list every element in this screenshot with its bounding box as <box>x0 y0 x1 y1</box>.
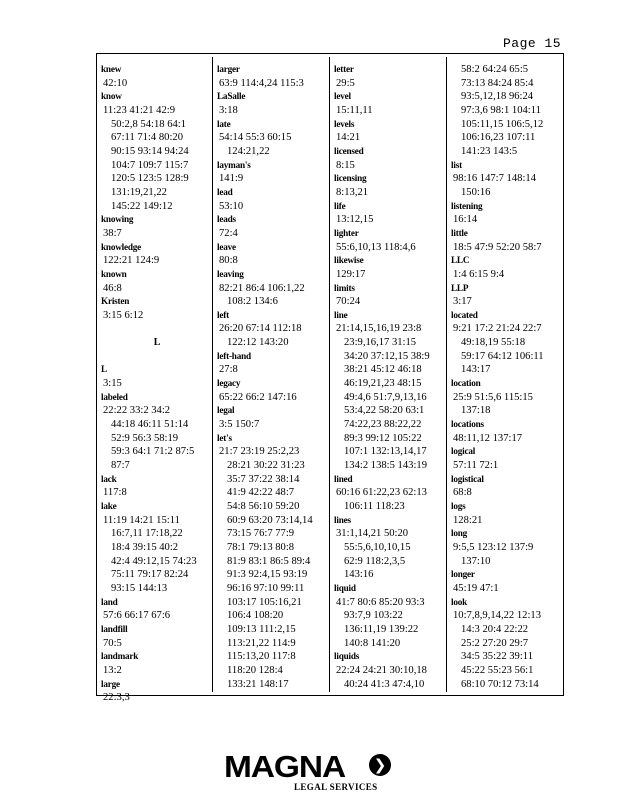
page-line-refs: 93:7,9 103:22 <box>344 610 403 622</box>
index-term: licensed <box>334 145 364 156</box>
index-term: listening <box>451 200 483 211</box>
index-term: lined <box>334 473 353 484</box>
page-line-refs: 59:17 64:12 106:11 <box>461 350 544 362</box>
page-line-refs: 14:21 <box>336 132 361 144</box>
page-line-refs: 53:10 <box>219 200 244 212</box>
page-line-refs: 14:3 20:4 22:22 <box>461 623 529 635</box>
page-line-refs: 3:18 <box>219 104 238 116</box>
index-term: known <box>101 268 127 279</box>
page-line-refs: 28:21 30:22 31:23 <box>227 460 305 472</box>
page-line-refs: 122:12 143:20 <box>227 337 289 349</box>
page-line-refs: 98:16 147:7 148:14 <box>453 173 536 185</box>
index-term: landmark <box>101 651 139 662</box>
page-line-refs: 82:21 86:4 106:1,22 <box>219 282 305 294</box>
page-line-refs: 3:15 6:12 <box>103 309 144 321</box>
index-term: liquids <box>334 651 360 662</box>
page-line-refs: 137:18 <box>461 405 491 417</box>
page-line-refs: 44:18 46:11 51:14 <box>111 419 189 431</box>
page-line-refs: 1:4 6:15 9:4 <box>453 268 505 280</box>
page-line-refs: 105:11,15 106:5,12 <box>461 118 544 130</box>
index-column-3 <box>334 63 446 691</box>
page-line-refs: 41:7 80:6 85:20 93:3 <box>336 596 425 608</box>
index-term: L <box>101 364 107 375</box>
page-line-refs: 73:15 76:7 77:9 <box>227 528 295 540</box>
page-line-refs: 21:7 23:19 25:2,23 <box>219 446 300 458</box>
page-line-refs: 93:5,12,18 96:24 <box>461 91 534 103</box>
page-line-refs: 87:7 <box>111 460 130 471</box>
index-term: location <box>451 378 481 389</box>
logo-wordmark: MAGNA <box>224 749 346 784</box>
column-divider <box>329 57 330 692</box>
page-line-refs: 141:9 <box>219 173 244 185</box>
page-line-refs: 108:2 134:6 <box>227 296 278 308</box>
page-line-refs: 22:3,3 <box>103 692 130 704</box>
page-line-refs: 57:11 72:1 <box>453 460 499 472</box>
page-line-refs: 54:8 56:10 59:20 <box>227 501 300 512</box>
page-line-refs: 15:11,11 <box>336 104 373 116</box>
page-line-refs: 55:6,10,13 118:4,6 <box>336 241 416 253</box>
page-line-refs: 60:16 61:22,23 62:13 <box>336 487 427 499</box>
index-term: limits <box>334 282 355 293</box>
index-term: lead <box>217 186 233 197</box>
page-line-refs: 93:15 144:13 <box>111 582 168 594</box>
page-line-refs: 131:19,21,22 <box>111 186 167 198</box>
page-line-refs: 9:5,5 123:12 137:9 <box>453 541 534 553</box>
page-line-refs: 62:9 118:2,3,5 <box>344 555 406 567</box>
page-line-refs: 23:9,16,17 31:15 <box>344 337 417 349</box>
index-term: LaSalle <box>217 91 246 102</box>
page-line-refs: 34:5 35:22 39:11 <box>461 651 533 663</box>
index-term: legacy <box>217 378 241 389</box>
page-line-refs: 13:2 <box>103 664 122 676</box>
index-column-4 <box>451 63 563 691</box>
page-line-refs: 29:5 <box>336 77 355 89</box>
logo-arrow-icon: ❯ <box>369 754 391 776</box>
index-term: landfill <box>101 623 128 634</box>
index-term: lighter <box>334 227 359 238</box>
index-term: longer <box>451 569 475 580</box>
index-term: letter <box>334 64 354 74</box>
page-line-refs: 3:5 150:7 <box>219 419 260 431</box>
page-line-refs: 113:21,22 114:9 <box>227 637 296 649</box>
page-line-refs: 96:16 97:10 99:11 <box>227 582 305 594</box>
page-line-refs: 48:11,12 137:17 <box>453 432 523 444</box>
page-line-refs: 27:8 <box>219 364 238 376</box>
index-term: knew <box>101 64 122 74</box>
index-term: liquid <box>334 582 356 593</box>
page-line-refs: 67:11 71:4 80:20 <box>111 132 183 144</box>
index-term: LLP <box>451 282 469 293</box>
index-term: labeled <box>101 391 128 402</box>
index-column-2 <box>217 63 329 691</box>
index-term: level <box>334 91 351 102</box>
page-line-refs: 22:22 33:2 34:2 <box>103 405 171 417</box>
index-term: logistical <box>451 473 484 484</box>
page-line-refs: 18:5 47:9 52:20 58:7 <box>453 241 542 253</box>
page-line-refs: 59:3 64:1 71:2 87:5 <box>111 446 195 458</box>
index-term: layman's <box>217 159 251 170</box>
index-term: little <box>451 227 468 238</box>
page-line-refs: 136:11,19 139:22 <box>344 623 419 635</box>
page-line-refs: 75:11 79:17 82:24 <box>111 569 189 581</box>
page-line-refs: 41:9 42:22 48:7 <box>227 487 295 499</box>
page-line-refs: 45:19 47:1 <box>453 582 499 594</box>
magna-logo <box>224 749 396 793</box>
spacer <box>101 350 213 364</box>
page-line-refs: 34:20 37:12,15 38:9 <box>344 350 430 362</box>
page-line-refs: 73:13 84:24 85:4 <box>461 77 534 89</box>
page-line-refs: 106:11 118:23 <box>344 501 405 512</box>
page-line-refs: 31:1,14,21 50:20 <box>336 528 409 540</box>
logo-subtitle: LEGAL SERVICES <box>294 782 378 792</box>
index-term: left <box>217 309 229 320</box>
page-line-refs: 18:4 39:15 40:2 <box>111 541 179 553</box>
index-term: line <box>334 309 348 320</box>
index-term: list <box>451 159 462 170</box>
page-line-refs: 11:23 41:21 42:9 <box>103 104 175 116</box>
index-term: large <box>101 678 120 689</box>
page-line-refs: 49:4,6 51:7,9,13,16 <box>344 391 427 403</box>
page-line-refs: 120:5 123:5 128:9 <box>111 173 189 185</box>
page-line-refs: 21:14,15,16,19 23:8 <box>336 323 422 335</box>
index-term: levels <box>334 118 355 129</box>
page-line-refs: 104:7 109:7 115:7 <box>111 159 189 171</box>
index-term: knowledge <box>101 241 142 252</box>
index-term: LLC <box>451 255 470 266</box>
page-line-refs: 68:8 <box>453 487 472 499</box>
index-term: logical <box>451 446 476 457</box>
page-line-refs: 42:4 49:12,15 74:23 <box>111 555 197 567</box>
page-line-refs: 16:14 <box>453 214 478 226</box>
page-line-refs: 42:10 <box>103 77 128 89</box>
page-line-refs: 143:16 <box>344 569 374 581</box>
page-line-refs: 117:8 <box>103 487 127 499</box>
page-line-refs: 65:22 66:2 147:16 <box>219 391 297 403</box>
page-line-refs: 40:24 41:3 47:4,10 <box>344 678 425 690</box>
index-term: logs <box>451 501 466 511</box>
page-line-refs: 106:16,23 107:11 <box>461 132 536 144</box>
page-line-refs: 10:7,8,9,14,22 12:13 <box>453 610 541 622</box>
page-line-refs: 115:13,20 117:8 <box>227 651 296 663</box>
index-term: lake <box>101 500 117 511</box>
page-line-refs: 141:23 143:5 <box>461 145 518 157</box>
page-line-refs: 89:3 99:12 105:22 <box>344 432 422 444</box>
page-line-refs: 143:17 <box>461 364 491 376</box>
index-term: locations <box>451 419 484 430</box>
page-line-refs: 25:2 27:20 29:7 <box>461 637 529 649</box>
index-term: leaving <box>217 268 244 279</box>
page-line-refs: 129:17 <box>336 268 366 280</box>
page-line-refs: 22:24 24:21 30:10,18 <box>336 664 427 676</box>
page-line-refs: 38:21 45:12 46:18 <box>344 364 422 376</box>
index-term: legal <box>217 405 235 416</box>
column-divider <box>446 57 447 692</box>
page-line-refs: 134:2 138:5 143:19 <box>344 460 427 472</box>
page-line-refs: 78:1 79:13 80:8 <box>227 541 295 553</box>
index-column-1 <box>101 63 213 705</box>
page-line-refs: 38:7 <box>103 227 122 239</box>
index-term: know <box>101 91 122 102</box>
page-line-refs: 16:7,11 17:18,22 <box>111 528 183 540</box>
page-line-refs: 97:3,6 98:1 104:11 <box>461 104 541 116</box>
page-line-refs: 68:10 70:12 73:14 <box>461 678 539 690</box>
index-term: leads <box>217 214 236 225</box>
page-line-refs: 25:9 51:5,6 115:15 <box>453 391 533 403</box>
index-term: likewise <box>334 255 364 266</box>
page-line-refs: 122:21 124:9 <box>103 255 160 267</box>
page-line-refs: 52:9 56:3 58:19 <box>111 432 179 444</box>
page-line-refs: 8:13,21 <box>336 186 369 198</box>
page-line-refs: 80:8 <box>219 255 238 267</box>
page-line-refs: 53:4,22 58:20 63:1 <box>344 405 425 417</box>
page-line-refs: 3:15 <box>103 378 122 390</box>
page-line-refs: 118:20 128:4 <box>227 664 283 676</box>
index-term: land <box>101 596 118 607</box>
page-line-refs: 9:21 17:2 21:24 22:7 <box>453 323 542 335</box>
page-line-refs: 74:22,23 88:22,22 <box>344 419 422 431</box>
index-term: long <box>451 528 468 539</box>
index-term: life <box>334 200 346 211</box>
page-line-refs: 140:8 141:20 <box>344 637 401 649</box>
page-line-refs: 109:13 111:2,15 <box>227 623 296 635</box>
page-line-refs: 57:6 66:17 67:6 <box>103 610 171 622</box>
page-line-refs: 150:16 <box>461 186 491 198</box>
page-line-refs: 81:9 83:1 86:5 89:4 <box>227 555 311 567</box>
page-line-refs: 8:15 <box>336 159 355 171</box>
page-line-refs: 55:5,6,10,10,15 <box>344 541 411 553</box>
index-term: lines <box>334 514 351 525</box>
page-line-refs: 90:15 93:14 94:24 <box>111 145 189 157</box>
page-line-refs: 128:21 <box>453 514 483 526</box>
page-line-refs: 46:19,21,23 48:15 <box>344 378 422 390</box>
page-line-refs: 91:3 92:4,15 93:19 <box>227 569 308 581</box>
page-line-refs: 133:21 148:17 <box>227 678 289 690</box>
page-line-refs: 35:7 37:22 38:14 <box>227 473 300 485</box>
index-term: let's <box>217 432 232 443</box>
page-line-refs: 63:9 114:4,24 115:3 <box>219 77 304 89</box>
page-line-refs: 145:22 149:12 <box>111 200 173 212</box>
page-line-refs: 13:12,15 <box>336 214 374 226</box>
page-line-refs: 50:2,8 54:18 64:1 <box>111 118 187 130</box>
page-line-refs: 49:18,19 55:18 <box>461 337 526 349</box>
page-line-refs: 106:4 108:20 <box>227 610 284 622</box>
page-line-refs: 70:24 <box>336 296 361 308</box>
page-line-refs: 58:2 64:24 65:5 <box>461 64 529 75</box>
page-line-refs: 103:17 105:16,21 <box>227 596 302 608</box>
page-line-refs: 54:14 55:3 60:15 <box>219 132 292 144</box>
index-term: leave <box>217 241 236 252</box>
page-number: Page 15 <box>503 36 562 51</box>
page-line-refs: 60:9 63:20 73:14,14 <box>227 514 313 526</box>
index-term: lack <box>101 473 117 484</box>
index-term: licensing <box>334 173 367 184</box>
page-line-refs: 70:5 <box>103 637 122 649</box>
index-term: located <box>451 309 478 320</box>
page-line-refs: 3:17 <box>453 296 472 308</box>
index-term: left-hand <box>217 350 251 361</box>
index-term: knowing <box>101 214 134 225</box>
index-term: Kristen <box>101 296 130 307</box>
page-line-refs: 107:1 132:13,14,17 <box>344 446 427 458</box>
page-line-refs: 26:20 67:14 112:18 <box>219 323 302 335</box>
index-term: larger <box>217 64 240 74</box>
index-term: late <box>217 118 231 129</box>
page-line-refs: 137:10 <box>461 555 491 567</box>
page-line-refs: 124:21,22 <box>227 145 270 157</box>
page-line-refs: 72:4 <box>219 227 238 239</box>
spacer <box>101 322 213 336</box>
index-term: look <box>451 596 468 607</box>
page-line-refs: 46:8 <box>103 282 122 294</box>
page-line-refs: 45:22 55:23 56:1 <box>461 664 534 676</box>
page-line-refs: 11:19 14:21 15:11 <box>103 514 180 526</box>
section-letter: L <box>153 337 161 349</box>
